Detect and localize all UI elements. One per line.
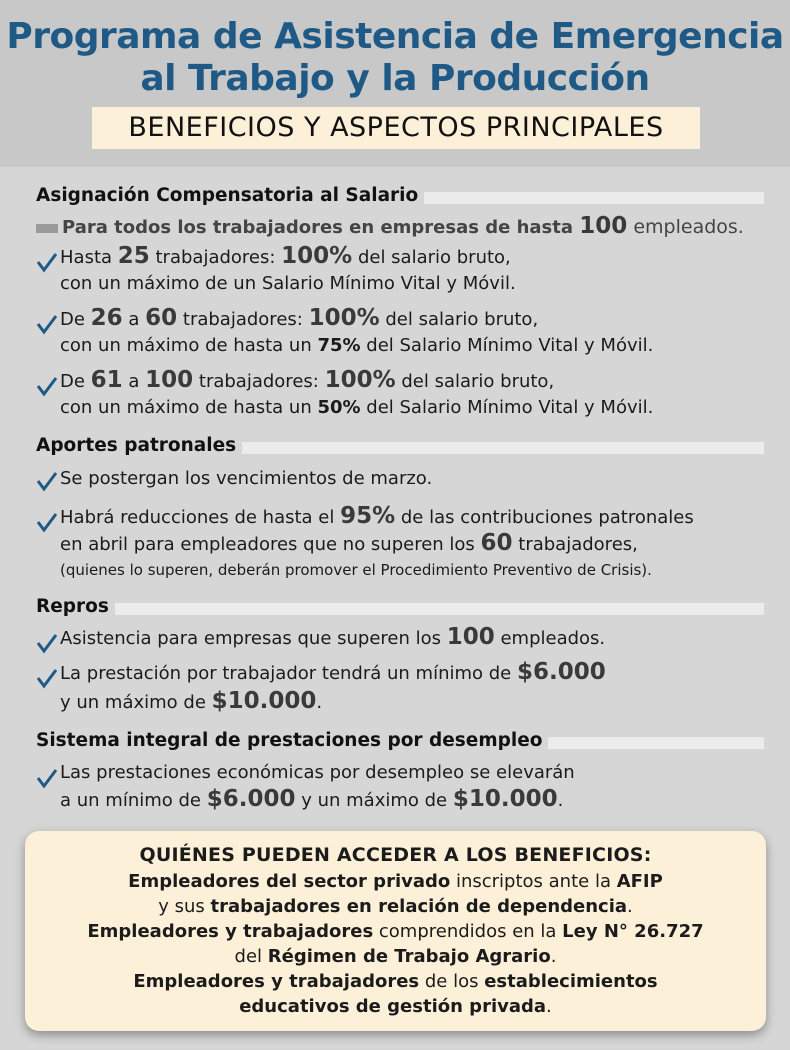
check-icon xyxy=(36,667,58,689)
eligibility-text: comprendidos en la xyxy=(373,921,563,942)
title-line-2: al Trabajo y la Producción xyxy=(140,58,650,99)
list-item-line2: con un máximo de un Salario Mínimo Vital y Móvil. xyxy=(60,273,516,294)
item-text: trabajadores: xyxy=(193,371,325,392)
eligibility-row xyxy=(25,969,766,994)
intro-text: Para todos los trabajadores en empresas de hasta xyxy=(62,217,580,238)
eligibility-text: . xyxy=(550,946,557,967)
item-number: $10.000 xyxy=(452,786,558,812)
check-icon xyxy=(36,375,58,397)
eligibility-row xyxy=(25,994,766,1019)
list-item xyxy=(60,368,554,394)
eligibility-row xyxy=(25,944,766,969)
eligibility-bold: educativos de gestión privada xyxy=(239,996,547,1017)
item-text: De xyxy=(60,309,91,330)
item-number: 25 xyxy=(117,243,150,269)
item-text: La prestación por trabajador tendrá un mínimo de xyxy=(60,663,517,684)
eligibility-row xyxy=(25,919,766,944)
item-text: con un máximo de hasta un xyxy=(60,335,318,356)
eligibility-bold: Empleadores y trabajadores xyxy=(87,921,374,942)
header-banner xyxy=(0,0,790,167)
list-item xyxy=(60,625,605,651)
bullet-dash-icon xyxy=(36,224,58,233)
intro-suffix: empleados. xyxy=(627,216,744,238)
item-text: a un mínimo de xyxy=(60,790,207,811)
item-number: $6.000 xyxy=(206,786,296,812)
item-text: . xyxy=(557,790,564,811)
check-icon xyxy=(36,632,58,654)
item-text: del Salario Mínimo Vital y Móvil. xyxy=(360,397,654,418)
section-heading-desempleo: Sistema integral de prestaciones por desempleo xyxy=(36,730,548,752)
item-text: Hasta xyxy=(60,247,118,268)
eligibility-text: inscriptos ante la xyxy=(450,871,617,892)
eligibility-bold: trabajadores en relación de dependencia xyxy=(210,896,628,917)
item-text: y un máximo de xyxy=(295,790,453,811)
item-text: con un máximo de hasta un xyxy=(60,397,318,418)
item-text: del salario bruto, xyxy=(352,247,511,268)
eligibility-text: . xyxy=(546,996,552,1017)
check-icon xyxy=(36,470,58,492)
item-text: del salario bruto, xyxy=(379,309,539,330)
eligibility-text: . xyxy=(627,896,633,917)
section-heading-aportes: Aportes patronales xyxy=(36,435,242,457)
title-line-1: Programa de Asistencia de Emergencia xyxy=(6,16,784,57)
item-number: $6.000 xyxy=(516,659,606,685)
item-number: 75% xyxy=(317,335,361,356)
check-icon xyxy=(36,313,58,335)
eligibility-bold: Empleadores del sector privado xyxy=(128,871,451,892)
item-text: del salario bruto, xyxy=(395,371,555,392)
eligibility-box xyxy=(25,831,766,1031)
section-heading-repros: Repros xyxy=(36,596,115,618)
eligibility-title: QUIÉNES PUEDEN ACCEDER A LOS BENEFICIOS: xyxy=(139,844,652,866)
item-number: 50% xyxy=(317,397,361,418)
item-number: $10.000 xyxy=(211,688,317,714)
eligibility-text: y sus xyxy=(158,896,211,917)
item-number: 95% xyxy=(340,503,396,529)
item-text: a xyxy=(122,371,146,392)
list-item: Se postergan los vencimientos de marzo. xyxy=(60,468,433,489)
eligibility-row xyxy=(25,869,766,894)
list-item xyxy=(60,306,538,332)
item-text: empleados. xyxy=(494,628,606,649)
eligibility-bold: Empleadores y trabajadores xyxy=(133,971,420,992)
page-subtitle: BENEFICIOS Y ASPECTOS PRINCIPALES xyxy=(92,107,700,149)
section-bar xyxy=(36,603,764,615)
eligibility-bold: AFIP xyxy=(616,871,663,892)
list-item-line2 xyxy=(60,395,653,420)
item-number: 100% xyxy=(308,305,380,331)
eligibility-text: del xyxy=(234,946,268,967)
list-item: Las prestaciones económicas por desempleo se elevarán xyxy=(60,762,575,783)
item-text: de las contribuciones patronales xyxy=(395,507,694,528)
item-number: 100 xyxy=(145,367,194,393)
item-text: en abril para empleadores que no superen los xyxy=(60,534,481,555)
item-number: 100 xyxy=(446,624,495,650)
item-text: trabajadores: xyxy=(177,309,309,330)
list-item xyxy=(60,660,606,686)
item-number: 26 xyxy=(90,305,123,331)
item-text: . xyxy=(316,692,323,713)
list-item xyxy=(60,244,511,270)
item-text: y un máximo de xyxy=(60,692,212,713)
item-number: 60 xyxy=(145,305,178,331)
eligibility-bold: Ley N° 26.727 xyxy=(562,921,704,942)
item-text: Asistencia para empresas que superen los xyxy=(60,628,447,649)
list-item-line2 xyxy=(60,333,653,358)
eligibility-row xyxy=(25,894,766,919)
check-icon xyxy=(36,511,58,533)
intro-number: 100 xyxy=(579,213,628,239)
item-number: 100% xyxy=(324,367,396,393)
list-item-line2 xyxy=(60,689,322,715)
section-heading-salario: Asignación Compensatoria al Salario xyxy=(36,185,424,207)
item-number: 100% xyxy=(281,243,353,269)
eligibility-text: de los xyxy=(419,971,485,992)
list-item-note: (quienes lo superen, deberán promover el Procedimiento Preventivo de Crisis). xyxy=(60,561,652,579)
check-icon xyxy=(36,251,58,273)
list-item-line2 xyxy=(60,787,563,813)
item-number: 60 xyxy=(480,530,513,556)
item-text: a xyxy=(122,309,146,330)
page-title xyxy=(0,16,790,100)
list-item-line2 xyxy=(60,531,638,557)
eligibility-bold: Régimen de Trabajo Agrario xyxy=(267,946,551,967)
item-text: trabajadores: xyxy=(149,247,282,268)
eligibility-bold: establecimientos xyxy=(484,971,658,992)
section-intro xyxy=(62,214,744,240)
check-icon xyxy=(36,767,58,789)
item-text: del Salario Mínimo Vital y Móvil. xyxy=(360,335,654,356)
item-text: trabajadores, xyxy=(512,534,638,555)
item-number: 61 xyxy=(90,367,123,393)
item-text: Habrá reducciones de hasta el xyxy=(60,507,341,528)
list-item xyxy=(60,504,694,530)
item-text: De xyxy=(60,371,91,392)
